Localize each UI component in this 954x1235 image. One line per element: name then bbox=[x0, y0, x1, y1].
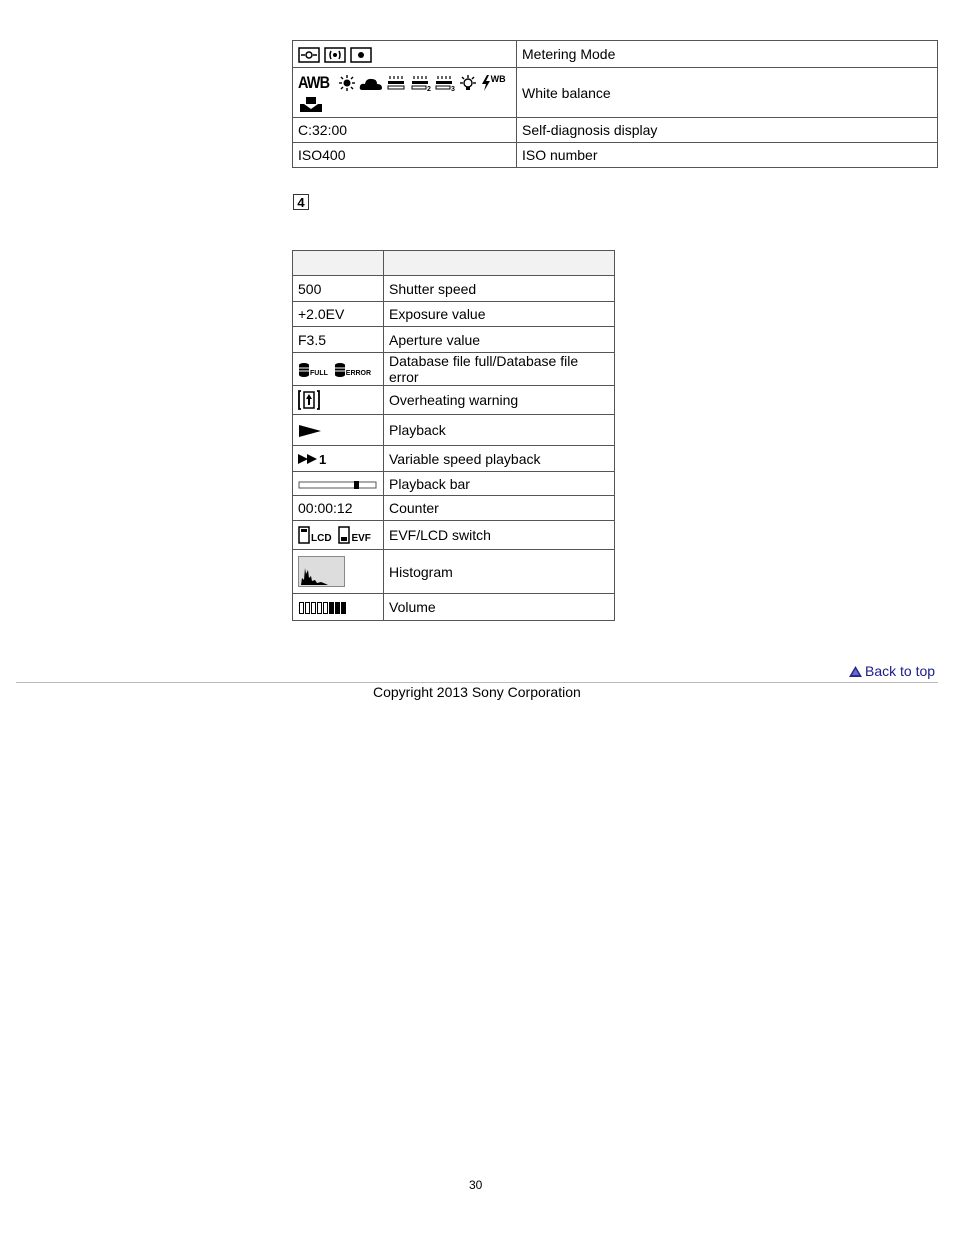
table-row bbox=[293, 550, 615, 594]
variable-speed-playback-icon bbox=[298, 452, 326, 467]
evf-text: EVF bbox=[351, 533, 371, 545]
row-label: Self-diagnosis display bbox=[517, 118, 938, 143]
playback-bar-icon-cell bbox=[293, 472, 384, 496]
display-indicator-table-2 bbox=[292, 250, 615, 621]
center-metering-icon bbox=[324, 47, 346, 63]
display-indicator-table-1 bbox=[292, 40, 938, 168]
row-label: Counter bbox=[384, 496, 615, 521]
evf-lcd-icons-cell bbox=[293, 521, 384, 550]
playback-icon-cell bbox=[293, 415, 384, 446]
custom-wb-icon bbox=[298, 97, 324, 113]
cloudy-icon bbox=[359, 75, 383, 91]
white-balance-icons-cell bbox=[293, 68, 517, 118]
back-to-top-link[interactable] bbox=[849, 663, 935, 679]
table-row bbox=[293, 118, 938, 143]
header-cell bbox=[384, 251, 615, 276]
row-label: Metering Mode bbox=[517, 41, 938, 68]
row-label: Volume bbox=[384, 594, 615, 621]
database-icons-cell bbox=[293, 353, 384, 386]
row-value: 00:00:12 bbox=[293, 496, 384, 521]
fluorescent-2-icon bbox=[411, 75, 431, 91]
daylight-icon bbox=[339, 75, 355, 91]
row-value: 500 bbox=[293, 276, 384, 302]
awb-icon: AWB bbox=[298, 72, 330, 92]
svg-text:3: 3 bbox=[450, 85, 455, 91]
table-row bbox=[293, 386, 615, 415]
speed-text: 1 bbox=[319, 451, 327, 467]
multi-metering-icon bbox=[298, 47, 320, 63]
footer-divider bbox=[16, 682, 938, 683]
playback-bar-icon bbox=[298, 480, 378, 490]
playback-icon bbox=[298, 424, 322, 438]
row-label: Playback bar bbox=[384, 472, 615, 496]
histogram-icon bbox=[298, 556, 346, 588]
lcd-text: LCD bbox=[311, 533, 332, 545]
lcd-icon bbox=[298, 526, 332, 544]
spot-metering-icon bbox=[350, 47, 372, 63]
evf-icon bbox=[338, 526, 370, 544]
fluorescent-3-icon bbox=[435, 75, 455, 91]
row-value: ISO400 bbox=[293, 143, 517, 168]
incandescent-icon bbox=[459, 75, 477, 91]
table-row bbox=[293, 472, 615, 496]
table-row bbox=[293, 327, 615, 353]
overheating-warning-icon bbox=[298, 390, 320, 410]
row-label: Overheating warning bbox=[384, 386, 615, 415]
table-row bbox=[293, 302, 615, 327]
table-row bbox=[293, 143, 938, 168]
row-label: Aperture value bbox=[384, 327, 615, 353]
fluorescent-1-icon bbox=[387, 75, 407, 91]
error-text: ERROR bbox=[345, 369, 372, 377]
table-row bbox=[293, 41, 938, 68]
triangle-up-icon bbox=[849, 666, 862, 677]
table-row bbox=[293, 446, 615, 472]
table-row bbox=[293, 415, 615, 446]
row-label: Playback bbox=[384, 415, 615, 446]
volume-icon-cell bbox=[293, 594, 384, 621]
table-row bbox=[293, 521, 615, 550]
row-value: F3.5 bbox=[293, 327, 384, 353]
header-cell bbox=[293, 251, 384, 276]
table-row bbox=[293, 594, 615, 621]
page-number: 30 bbox=[469, 1178, 483, 1192]
full-text: FULL bbox=[310, 369, 328, 377]
flash-wb-icon bbox=[481, 75, 506, 91]
row-label: Shutter speed bbox=[384, 276, 615, 302]
copyright-text: Copyright 2013 Sony Corporation bbox=[373, 684, 581, 700]
svg-text:2: 2 bbox=[426, 85, 431, 91]
table-row bbox=[293, 353, 615, 386]
row-label: Database file full/Database file error bbox=[384, 353, 615, 386]
row-label: White balance bbox=[517, 68, 938, 118]
back-to-top-label: Back to top bbox=[865, 663, 936, 679]
row-label: Exposure value bbox=[384, 302, 615, 327]
row-label: Variable speed playback bbox=[384, 446, 615, 472]
section-4-marker: 4 bbox=[293, 194, 309, 210]
table-row bbox=[293, 276, 615, 302]
row-label: ISO number bbox=[517, 143, 938, 168]
row-value: +2.0EV bbox=[293, 302, 384, 327]
table-row bbox=[293, 496, 615, 521]
row-label: EVF/LCD switch bbox=[384, 521, 615, 550]
volume-icon bbox=[298, 601, 352, 615]
metering-mode-icons-cell bbox=[293, 41, 517, 68]
overheating-icon-cell bbox=[293, 386, 384, 415]
table-header-row bbox=[293, 251, 615, 276]
database-error-icon bbox=[334, 362, 371, 378]
variable-speed-icon-cell bbox=[293, 446, 384, 472]
histogram-icon-cell bbox=[293, 550, 384, 594]
wb-label: WB bbox=[490, 73, 506, 84]
table-row bbox=[293, 68, 938, 118]
database-full-icon bbox=[298, 362, 328, 378]
row-label: Histogram bbox=[384, 550, 615, 594]
row-value: C:32:00 bbox=[293, 118, 517, 143]
